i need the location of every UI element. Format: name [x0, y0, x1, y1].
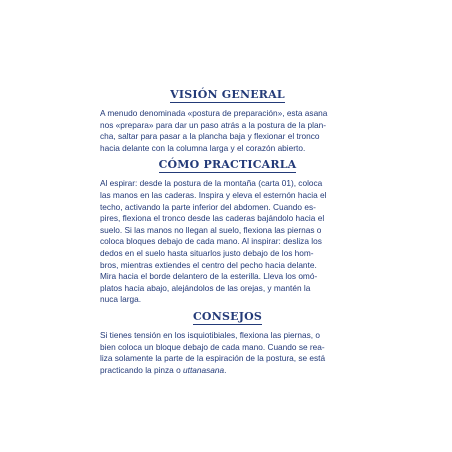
text-line: nos «prepara» para dar un paso atrás a la postura de la plan-: [100, 119, 327, 130]
text-line: hacia delante con la columna larga y el corazón abierto.: [100, 142, 306, 153]
paragraph-tips: [100, 330, 355, 376]
text-line: nuca larga.: [100, 294, 142, 305]
section-title-how-to: [100, 158, 355, 172]
text-line-suffix: .: [224, 364, 227, 375]
text-line: suelo. Si las manos no llegan al suelo, flexiona las piernas o: [100, 224, 322, 235]
text-line: Mira hacia el borde delantero de la esterilla. Lleva los omó-: [100, 271, 318, 282]
paragraph-overview: [100, 108, 355, 154]
text-line: platos hacia abajo, alejándolos de las orejas, y mantén la: [100, 282, 311, 293]
section-title-tips: [100, 310, 355, 324]
section-tips: [100, 310, 355, 376]
text-line: A menudo denominada «postura de preparación», esta asana: [100, 108, 328, 118]
text-line: liza solamente la parte de la espiración de la postura, se está: [100, 353, 326, 364]
text-italic-term: uttanasana: [183, 364, 225, 375]
document-page: [100, 88, 355, 376]
text-line: bien coloca un bloque debajo de cada mano. Cuando se rea-: [100, 341, 325, 352]
section-how-to: [100, 158, 355, 306]
text-line: coloca bloques debajo de cada mano. Al inspirar: desliza los: [100, 236, 322, 247]
section-title-overview: [100, 88, 355, 102]
section-title-overview-text: VISIÓN GENERAL: [170, 88, 285, 101]
text-line: cha, saltar para pasar a la plancha baja y flexionar el tronco: [100, 131, 320, 142]
text-line: techo, activando la parte inferior del abdomen. Cuando es-: [100, 201, 316, 212]
section-title-tips-text: CONSEJOS: [192, 309, 263, 323]
text-line: dedos en el suelo hasta situarlos justo debajo de los hom-: [100, 247, 314, 258]
text-line: pires, flexiona el tronco desde las caderas bajándolo hacia el: [100, 213, 325, 224]
text-line: Si tienes tensión en los isquiotibiales, flexiona las piernas, o: [100, 329, 320, 340]
text-line: bros, mientras extiendes el centro del pecho hacia delante.: [100, 259, 317, 270]
section-overview: [100, 88, 355, 154]
text-line: Al espirar: desde la postura de la montaña (carta 01), coloca: [100, 178, 323, 189]
text-line: las manos en las caderas. Inspira y eleva el esternón hacia el: [100, 189, 327, 200]
paragraph-how-to: [100, 178, 355, 306]
section-title-how-to-text: CÓMO PRACTICARLA: [158, 158, 297, 172]
text-line-prefix: practicando la pinza o: [100, 364, 184, 375]
